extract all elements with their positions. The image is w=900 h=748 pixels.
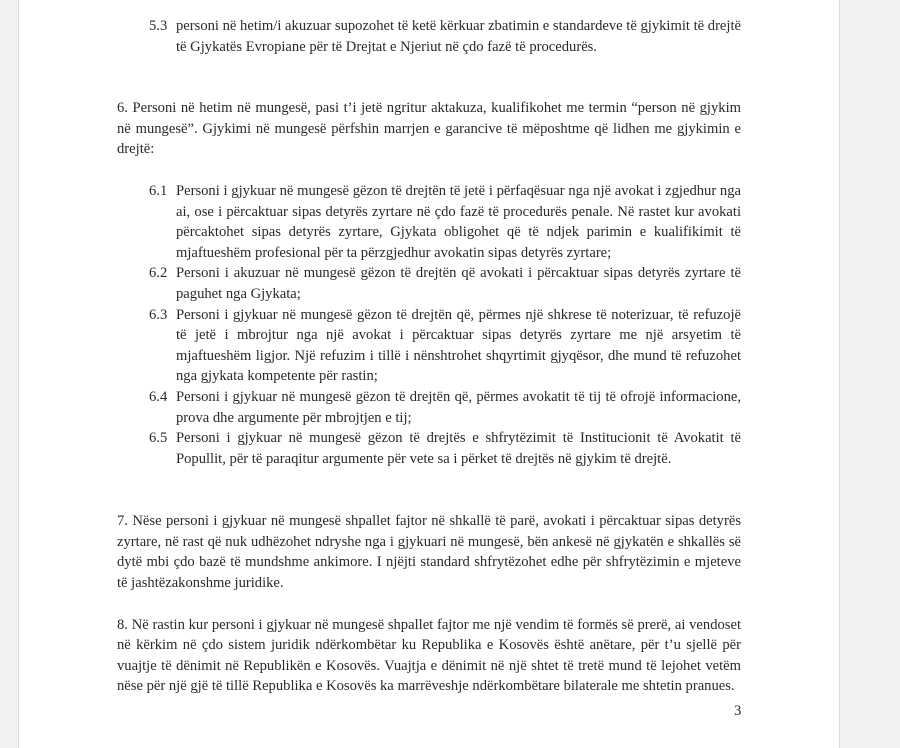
item-number: 6.4 (149, 388, 168, 405)
item-number: 6.1 (149, 182, 168, 199)
item-text: Personi i gjykuar në mungesë gëzon të drejtën të jetë i përfaqësuar nga një avokat i zgjedhur nga ai, ose i përcaktuar sipas detyrës zyrtare në çdo fazë të procedurës penale. Në rastet kur avokati përcaktohet sipas detyrës zyrtare, Gjykata obligohet që të ndjek parimin e kualifikimit të mjaftueshëm profesional për ta përzgjedhur avokatin sipas detyrës zyrtare; (176, 182, 741, 261)
sub-list-5 (117, 16, 741, 57)
list-item (149, 428, 741, 469)
item-number: 5.3 (149, 18, 168, 34)
page-content (117, 16, 741, 718)
item-number: 6.3 (149, 306, 168, 323)
item-text: Personi i gjykuar në mungesë gëzon të drejtën që, përmes avokatit të tij të ofrojë informacione, prova dhe argumente për mbrojtjen e tij; (176, 388, 741, 426)
paragraph-6: 6. Personi në hetim në mungesë, pasi t’i jetë ngritur aktakuza, kualifikohet me termin “person në gjykim në mungesë”. Gjykimi në mungesë përfshin marrjen e garancive të mëposhtme që lidhen me gjykimin e drejtë: (117, 100, 741, 158)
item-text: personi në hetim/i akuzuar supozohet të ketë kërkuar zbatimin e standardeve të gjykimit të drejtë të Gjykatës Evropiane për të Drejtat e Njeriut në çdo fazë të procedurës. (176, 18, 741, 55)
item-text: Personi i gjykuar në mungesë gëzon të drejtën që, përmes një shkrese të noterizuar, të refuzojë të jetë i mbrojtur nga një avokat i përcaktuar sipas detyrës zyrtare me një arsyetim të mjaftueshëm ligjor. Një refuzim i tillë i nënshtrohet shqyrtimit gjyqësor, dhe mund të refuzohet nga gjykata kompetente për rastin; (176, 306, 741, 385)
item-number: 6.5 (149, 430, 168, 447)
paragraph-7: 7. Nëse personi i gjykuar në mungesë shpallet fajtor në shkallë të parë, avokati i përcaktuar sipas detyrës zyrtare, në rast që nuk udhëzohet ndryshe nga i gjykuari në mungesë, bën ankesë në gjykatën e shkallës së dytë mbi çdo bazë të mundshme ankimore. I njëjti standard shfrytëzohet edhe për shfrytëzimin e mjeteve të jashtëzakonshme juridike. (117, 513, 741, 592)
item-text: Personi i akuzuar në mungesë gëzon të drejtën që avokati i përcaktuar sipas detyrës zyrtare të paguhet nga Gjykata; (176, 265, 741, 302)
list-item (149, 305, 741, 387)
list-item (149, 387, 741, 428)
sub-list-6 (117, 181, 741, 469)
list-item (149, 16, 741, 57)
document-page (18, 0, 840, 748)
list-item (149, 263, 741, 304)
item-text: Personi i gjykuar në mungesë gëzon të drejtës e shfrytëzimit të Institucionit të Avokatit të Popullit, për të paraqitur argumente për vete sa i përket të drejtës në gjykim të drejtë. (176, 430, 741, 467)
page-number: 3 (734, 703, 742, 719)
paragraph-8: 8. Në rastin kur personi i gjykuar në mungesë shpallet fajtor me një vendim të formës së prerë, ai vendoset në kërkim në çdo sistem juridik ndërkombëtar ku Republika e Kosovës është anëtare, për t’u sjellë për vuajtje të dënimit në Republikën e Kosovës. Vuajtja e dënimit në një shtet të tretë mund të lejohet vetëm nëse për një gjë të tillë Republika e Kosovës ka marrëveshje ndërkombëtare bilaterale me shtetin pranues. (117, 616, 741, 695)
item-number: 6.2 (149, 265, 168, 282)
list-item (149, 181, 741, 263)
